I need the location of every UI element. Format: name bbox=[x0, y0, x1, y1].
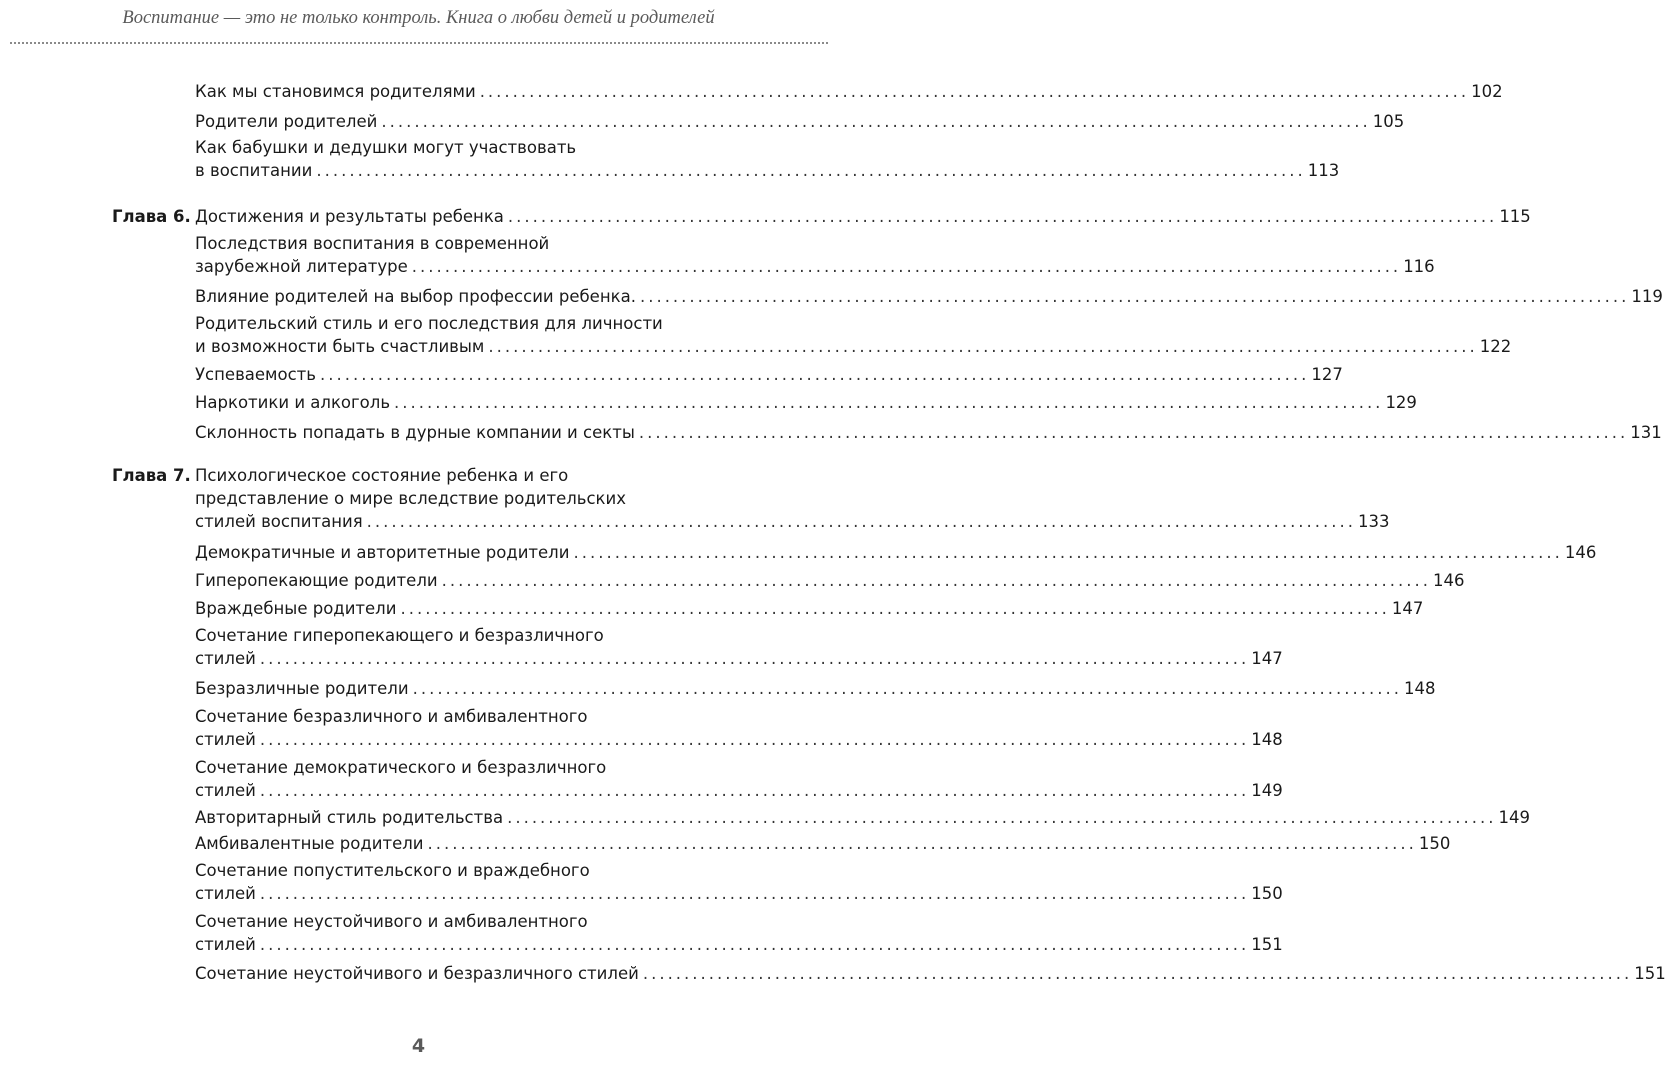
dot-leader: ........................................................................................................................ bbox=[573, 543, 1563, 562]
toc-page-number: 116 bbox=[1403, 257, 1435, 276]
dot-leader: ........................................................................................................................ bbox=[507, 207, 1498, 226]
toc-entry-title: Безразличные родители bbox=[195, 679, 409, 698]
dot-leader: ........................................................................................................................ bbox=[411, 257, 1402, 276]
toc-page-number: 146 bbox=[1432, 571, 1465, 590]
dot-leader: ........................................................................................................................ bbox=[259, 730, 1250, 749]
dot-leader: ........................................................................................................................ bbox=[394, 393, 1384, 412]
dot-leader: ........................................................................................................................ bbox=[381, 112, 1371, 131]
dot-leader: ........................................................................................................................ bbox=[259, 781, 1250, 800]
dot-leader: ........................................................................................................................ bbox=[259, 884, 1250, 903]
toc-entry-title-line: Сочетание безразличного и амбивалентного bbox=[195, 707, 588, 726]
toc-page-number: 129 bbox=[1385, 393, 1417, 412]
toc-entry[interactable] bbox=[195, 624, 1283, 670]
toc-entry-title-line: представление о мире вследствие родительских bbox=[195, 489, 627, 508]
toc-entry[interactable] bbox=[195, 569, 1465, 592]
toc-page-number: 119 bbox=[1631, 287, 1663, 306]
toc-page-number: 147 bbox=[1251, 649, 1283, 668]
toc-entry-title: Гиперопекающие родители bbox=[195, 571, 438, 590]
toc-page-number: 150 bbox=[1418, 834, 1451, 853]
toc-entry[interactable] bbox=[195, 312, 1512, 358]
toc-entry[interactable] bbox=[195, 806, 1530, 829]
toc-page-number: 149 bbox=[1251, 781, 1283, 800]
toc-entry[interactable] bbox=[195, 363, 1343, 386]
toc-page-number: 150 bbox=[1251, 884, 1283, 903]
dot-leader: ........................................................................................................................ bbox=[316, 161, 1306, 180]
dot-leader: ........................................................................................................................ bbox=[638, 423, 1629, 442]
toc-entry-title: Как мы становимся родителями bbox=[195, 82, 476, 101]
toc-page-number: 131 bbox=[1630, 423, 1662, 442]
toc-chapter-entry[interactable] bbox=[195, 464, 1390, 533]
toc-entry-title: Сочетание неустойчивого и безразличного стилей bbox=[195, 964, 639, 983]
toc-page-number: 146 bbox=[1564, 543, 1597, 562]
toc-entry-title: Влияние родителей на выбор профессии ребенка. bbox=[195, 287, 636, 306]
header-dotted-rule bbox=[10, 42, 828, 44]
toc-entry-title-line: Последствия воспитания в современной bbox=[195, 234, 550, 253]
toc-page-number: 127 bbox=[1311, 365, 1343, 384]
running-header: Воспитание — это не только контроль. Книга о любви детей и родителей bbox=[122, 8, 715, 28]
toc-entry-title-line: Психологическое состояние ребенка и его bbox=[195, 466, 569, 485]
toc-entry[interactable] bbox=[195, 541, 1597, 564]
toc-chapter-entry[interactable] bbox=[195, 205, 1531, 228]
toc-entry[interactable] bbox=[195, 677, 1436, 700]
chapter-label: Глава 6. bbox=[112, 207, 191, 226]
toc-entry-title: зарубежной литературе bbox=[195, 257, 408, 276]
dot-leader: ........................................................................................................................ bbox=[639, 287, 1630, 306]
toc-page-number: 122 bbox=[1479, 337, 1512, 356]
toc-entry-title-line: Сочетание гиперопекающего и безразличного bbox=[195, 626, 604, 645]
toc-page-number: 151 bbox=[1251, 935, 1283, 954]
toc-entry-title-line: Как бабушки и дедушки могут участвовать bbox=[195, 138, 577, 157]
toc-page-number: 113 bbox=[1307, 161, 1340, 180]
toc-page-number: 151 bbox=[1634, 964, 1666, 983]
toc-entry-title: Родители родителей bbox=[195, 112, 378, 131]
toc-entry-title: и возможности быть счастливым bbox=[195, 337, 485, 356]
dot-leader: ........................................................................................................................ bbox=[259, 649, 1250, 668]
toc-entry[interactable] bbox=[195, 910, 1283, 956]
toc-entry-title: Демократичные и авторитетные родители bbox=[195, 543, 570, 562]
toc-entry-title-line: Родительский стиль и его последствия для личности bbox=[195, 314, 663, 333]
toc-entry[interactable] bbox=[195, 705, 1283, 751]
toc-entry[interactable] bbox=[195, 391, 1417, 414]
toc-entry[interactable] bbox=[195, 421, 1662, 444]
toc-entry-title-line: Сочетание неустойчивого и амбивалентного bbox=[195, 912, 588, 931]
page-number: 4 bbox=[411, 1035, 426, 1057]
toc-page-number: 148 bbox=[1403, 679, 1436, 698]
dot-leader: ........................................................................................................................ bbox=[488, 337, 1478, 356]
toc-entry-title: стилей воспитания bbox=[195, 512, 363, 531]
dot-leader: ........................................................................................................................ bbox=[642, 964, 1633, 983]
toc-entry[interactable] bbox=[195, 832, 1451, 855]
toc-page-number: 133 bbox=[1358, 512, 1390, 531]
toc-entry-title: Успеваемость bbox=[195, 365, 317, 384]
toc-entry-title: Авторитарный стиль родительства bbox=[195, 808, 504, 827]
toc-entry-title-line: Сочетание демократического и безразличного bbox=[195, 758, 607, 777]
toc-entry[interactable] bbox=[195, 80, 1503, 103]
toc-page-number: 148 bbox=[1251, 730, 1283, 749]
toc-entry-title: стилей bbox=[195, 781, 256, 800]
toc-page-number: 147 bbox=[1391, 599, 1424, 618]
toc-entry[interactable] bbox=[195, 962, 1666, 985]
dot-leader: ........................................................................................................................ bbox=[427, 834, 1417, 853]
toc-page-number: 149 bbox=[1498, 808, 1530, 827]
dot-leader: ........................................................................................................................ bbox=[366, 512, 1357, 531]
toc-page-number: 105 bbox=[1372, 112, 1405, 131]
toc-entry-title: Достижения и результаты ребенка bbox=[195, 207, 504, 226]
dot-leader: ........................................................................................................................ bbox=[479, 82, 1470, 101]
toc-entry[interactable] bbox=[195, 232, 1435, 278]
toc-entry-title: Враждебные родители bbox=[195, 599, 397, 618]
toc-entry-title: Наркотики и алкоголь bbox=[195, 393, 391, 412]
toc-entry[interactable] bbox=[195, 136, 1340, 182]
dot-leader: ........................................................................................................................ bbox=[507, 808, 1497, 827]
dot-leader: ........................................................................................................................ bbox=[441, 571, 1431, 590]
toc-entry[interactable] bbox=[195, 597, 1424, 620]
toc-entry-title: стилей bbox=[195, 730, 256, 749]
toc-entry-title: Склонность попадать в дурные компании и секты bbox=[195, 423, 635, 442]
dot-leader: ........................................................................................................................ bbox=[259, 935, 1250, 954]
toc-entry-title: стилей bbox=[195, 935, 256, 954]
chapter-label: Глава 7. bbox=[112, 466, 191, 485]
toc-entry[interactable] bbox=[195, 756, 1283, 802]
toc-page-number: 115 bbox=[1499, 207, 1531, 226]
dot-leader: ........................................................................................................................ bbox=[400, 599, 1390, 618]
dot-leader: ........................................................................................................................ bbox=[320, 365, 1310, 384]
toc-entry[interactable] bbox=[195, 285, 1663, 308]
toc-entry-title: в воспитании bbox=[195, 161, 313, 180]
toc-entry-title: Амбивалентные родители bbox=[195, 834, 424, 853]
toc-entry[interactable] bbox=[195, 859, 1283, 905]
toc-entry-title: стилей bbox=[195, 649, 256, 668]
toc-entry[interactable] bbox=[195, 110, 1405, 133]
toc-page-number: 102 bbox=[1471, 82, 1503, 101]
dot-leader: ........................................................................................................................ bbox=[412, 679, 1402, 698]
toc-entry-title-line: Сочетание попустительского и враждебного bbox=[195, 861, 590, 880]
toc-entry-title: стилей bbox=[195, 884, 256, 903]
